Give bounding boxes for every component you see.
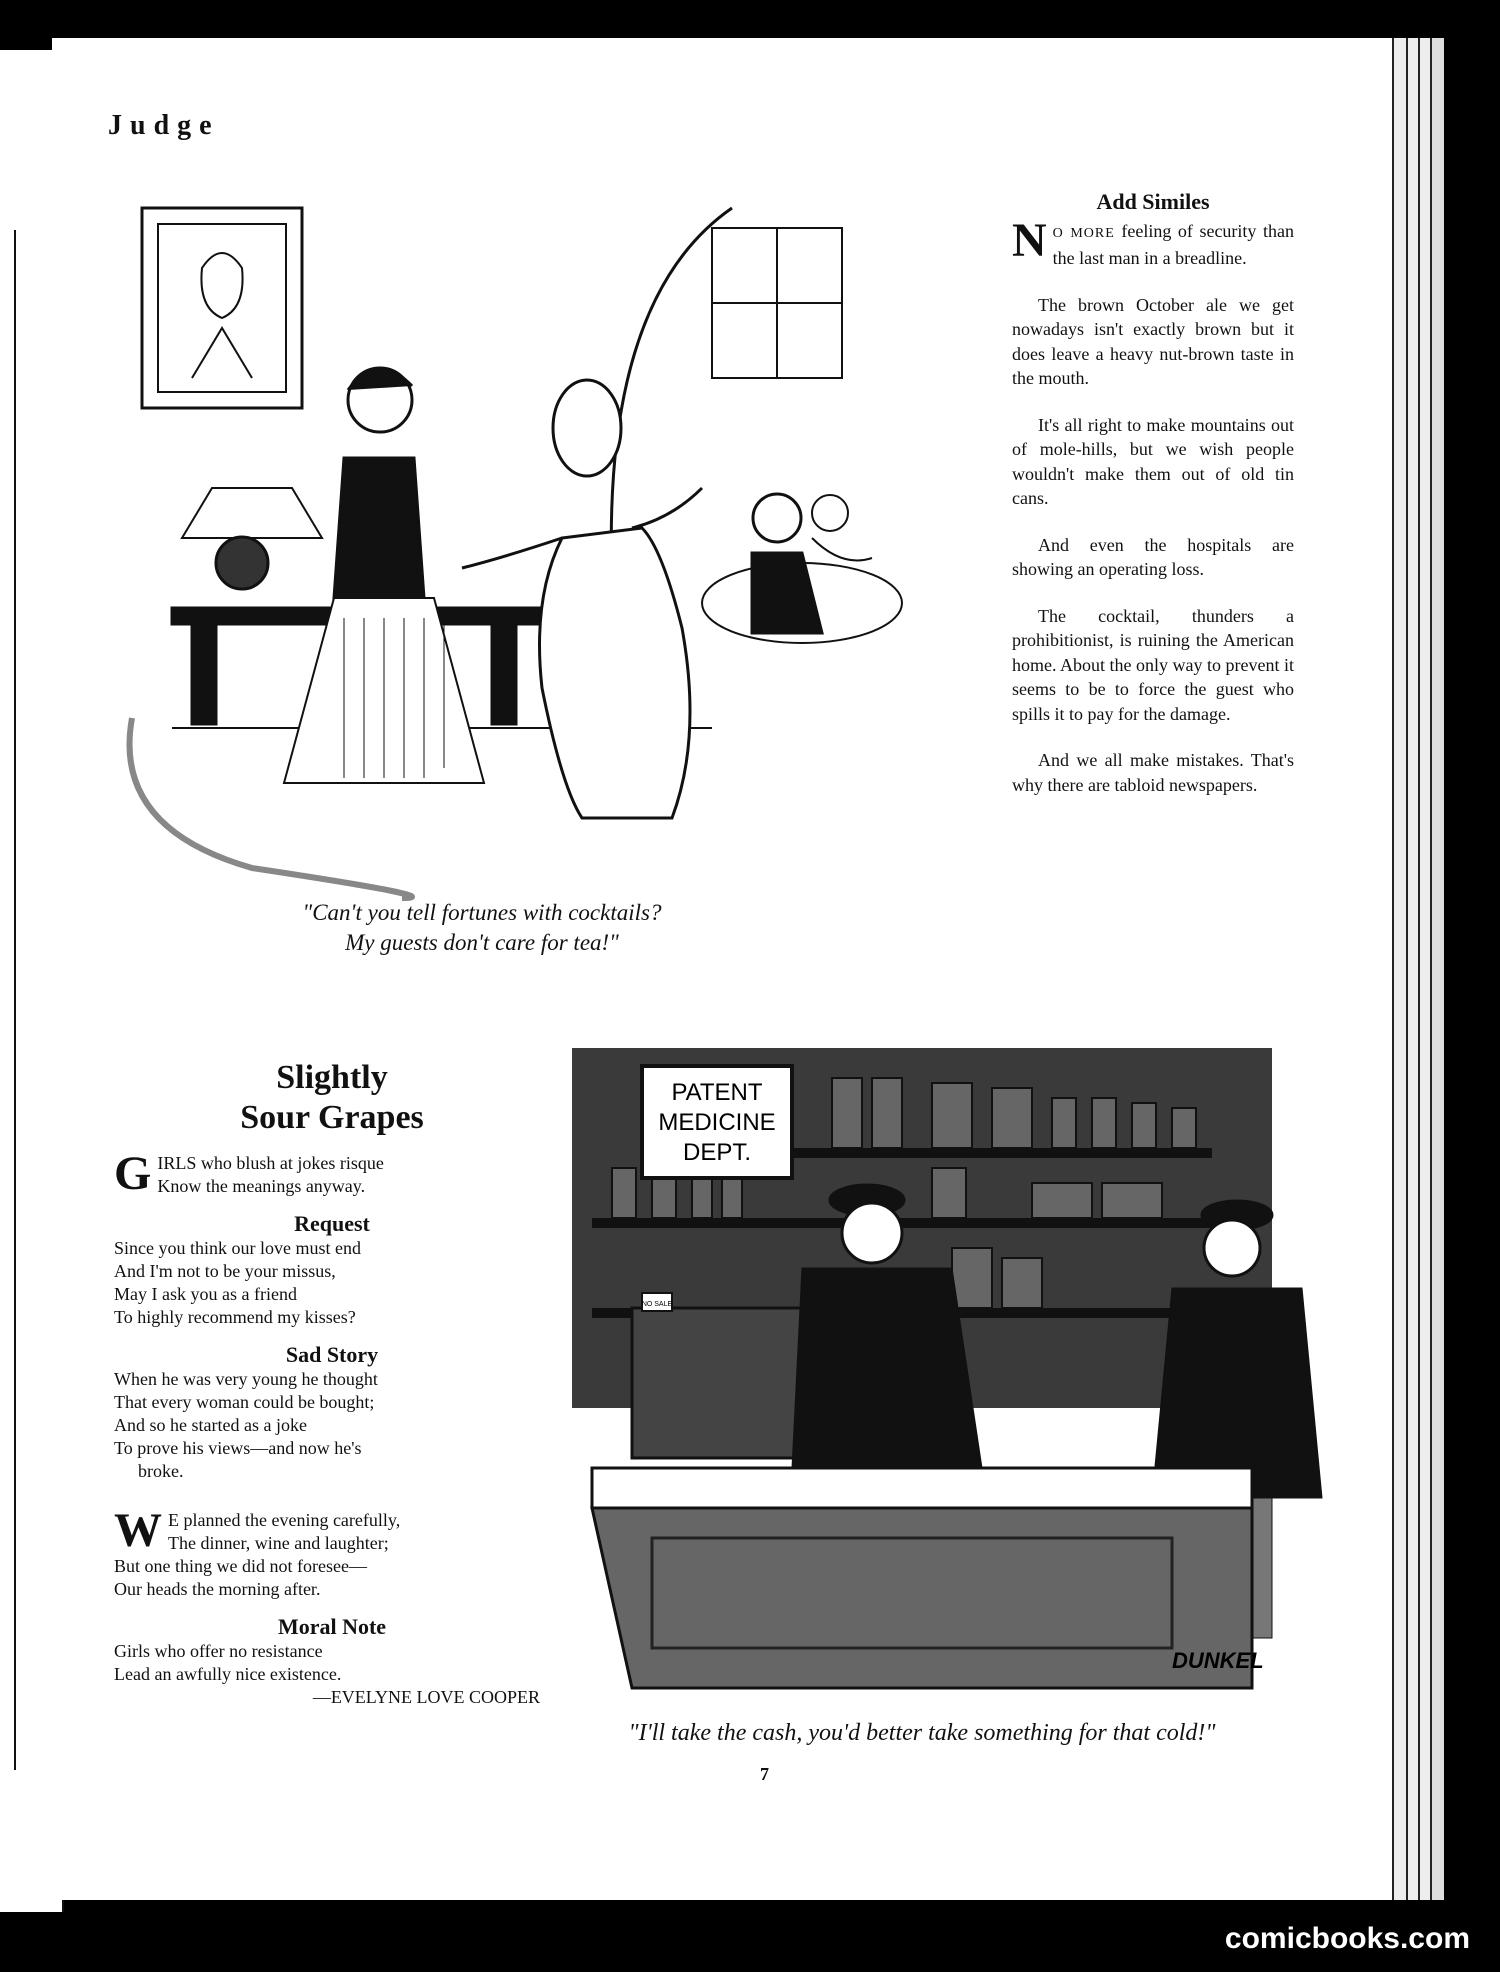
watermark: comicbooks.com (1224, 1922, 1470, 1955)
sign-text: PATENT (671, 1079, 763, 1106)
similes-paragraph: And we all make mistakes. That's why there are tabloid newspapers. (1012, 750, 1294, 795)
poem-line: Know the meanings anyway. (157, 1176, 366, 1196)
drop-cap: G (114, 1147, 152, 1200)
poems-column (114, 1058, 550, 1709)
poem-line: broke. (138, 1461, 184, 1481)
caption-line-2: My guests don't care for tea!" (345, 930, 619, 955)
cocktail-party-illustration (112, 158, 1042, 918)
poem-title-sad-story: Sad Story (285, 1342, 379, 1367)
sign-text: DEPT. (682, 1139, 752, 1166)
masthead: Judge (108, 110, 220, 141)
poem-title-moral-note: Moral Note (277, 1614, 387, 1639)
similes-paragraph (1012, 213, 1294, 271)
poem-grapes (114, 1147, 550, 1200)
similes-paragraph: It's all right to make mountains out of mole-hills, but we wish people wouldn't make them out of old tin cans. (1012, 414, 1294, 508)
poem-line: The dinner, wine and laughter; (168, 1533, 389, 1553)
poem-line: E planned the evening carefully, (168, 1510, 401, 1530)
poem-line: And so he started as a joke (114, 1415, 307, 1435)
magazine-page (52, 38, 1392, 1900)
poem-line: When he was very young he thought (114, 1369, 378, 1389)
poems-title (114, 1058, 550, 1138)
poem-evening (114, 1504, 550, 1601)
poems-title-line: Slightly (276, 1059, 388, 1096)
poems-title-line: Sour Grapes (240, 1099, 424, 1136)
artist-signature: DUNKEL (1172, 1648, 1264, 1673)
paragraph-text: feeling of security than the last man in a breadline. (1052, 220, 1294, 268)
poem-line: To highly recommend my kisses? (114, 1307, 356, 1327)
cartoon-caption (202, 898, 762, 958)
poem-line: Our heads the morning after. (114, 1579, 321, 1599)
sign-text: MEDICINE (658, 1109, 776, 1136)
poem-line: Since you think our love must end (114, 1238, 361, 1258)
poem-line: To prove his views—and now he's (114, 1438, 362, 1458)
pharmacy-robbery-illustration (532, 1008, 1332, 1728)
page-number: 7 (760, 1764, 769, 1784)
poem-line: That every woman could be bought; (114, 1392, 375, 1412)
similes-paragraph: The brown October ale we get nowadays isn't exactly brown but it does leave a heavy nut-brown taste in the mouth. (1012, 294, 1294, 388)
caption-line-1: "Can't you tell fortunes with cocktails? (302, 900, 662, 925)
counter-front (592, 1508, 1252, 1688)
cash-register (632, 1293, 812, 1458)
counter-top (592, 1468, 1252, 1508)
drop-cap: N (1012, 213, 1047, 267)
poem-line: Girls who offer no resistance (114, 1641, 323, 1661)
similes-title: Add Similes (1096, 189, 1210, 214)
poem-attribution: —EVELYNE LOVE COOPER (312, 1687, 540, 1707)
poem-title-request: Request (294, 1211, 370, 1236)
poem-line: IRLS who blush at jokes risque (157, 1153, 384, 1173)
register-tag-text: NO SALE (641, 1301, 673, 1308)
similes-paragraph: The cocktail, thunders a prohibitionist, is ruining the American home. About the only way to prevent it seems to be to force the guest who spills it to pay for the damage. (1012, 605, 1294, 724)
cartoon-caption: "I'll take the cash, you'd better take something for that cold!" (628, 1720, 1216, 1746)
drop-cap: W (114, 1504, 162, 1557)
poem-line: Lead an awfully nice existence. (114, 1664, 342, 1684)
poem-line: But one thing we did not foresee— (114, 1556, 367, 1576)
poem-line: And I'm not to be your missus, (114, 1261, 336, 1281)
similes-paragraph: And even the hospitals are showing an operating loss. (1012, 534, 1294, 579)
small-caps-lead: O MORE (1052, 225, 1115, 241)
page-stack-edge (1430, 38, 1444, 1900)
similes-column (1012, 190, 1294, 819)
poem-line: May I ask you as a friend (114, 1284, 297, 1304)
